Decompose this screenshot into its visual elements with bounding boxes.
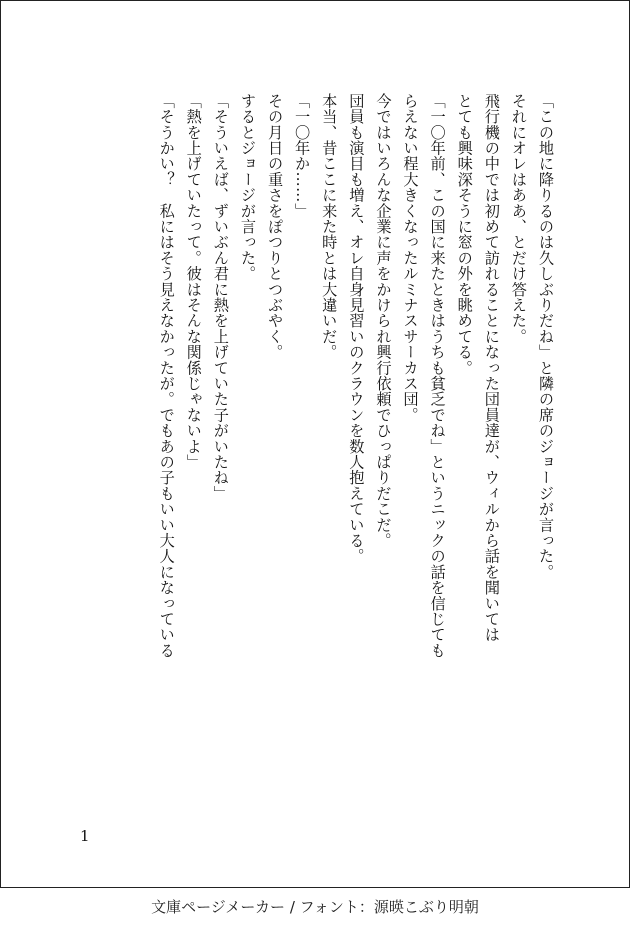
text-line: 団員も演目も増え、オレ自身見習いのクラウンを数人抱えている。 [347,93,366,564]
text-line: 「そういえば、ずいぶん君に熱を上げていた子がいたね」 [211,93,230,502]
text-line: 「一〇年前、この国に来たときはうちも貧乏でね」というニックの話を信じても [428,93,447,659]
text-line: それにオレはああ、とだけ答えた。 [509,93,528,345]
page-number: 1 [80,827,90,845]
text-line: 本当、昔ここに来た時とは大違いだ。 [320,93,339,360]
text-line: するとジョージが言った。 [238,93,257,282]
text-line: 飛行機の中では初めて訪れることになった団員達が、ウィルから話を聞いては [482,93,501,643]
text-line: その月日の重さをぽつりとつぶやく。 [266,93,285,360]
text-line: とても興味深そうに窓の外を眺めてる。 [455,93,474,376]
vertical-body-text [79,93,559,813]
text-line: 「熱を上げていたって。彼はそんな関係じゃないよ」 [184,93,203,470]
text-line: 「そうかい？ 私にはそう見えなかったが。でもあの子もいい大人になっている [157,93,176,659]
text-line: 「この地に降りるのは久しぶりだね」と隣の席のジョージが言った。 [537,93,555,580]
text-line: らえない程大きくなったルミナスサーカス団。 [401,93,420,423]
text-line: 今ではいろんな企業に声をかけられ興行依頼でひっぱりだこだ。 [374,93,393,549]
text-line: 「一〇年か……」 [293,93,312,219]
footer-credit: 文庫ページメーカー / フォント：源暎こぶり明朝 [151,898,479,916]
